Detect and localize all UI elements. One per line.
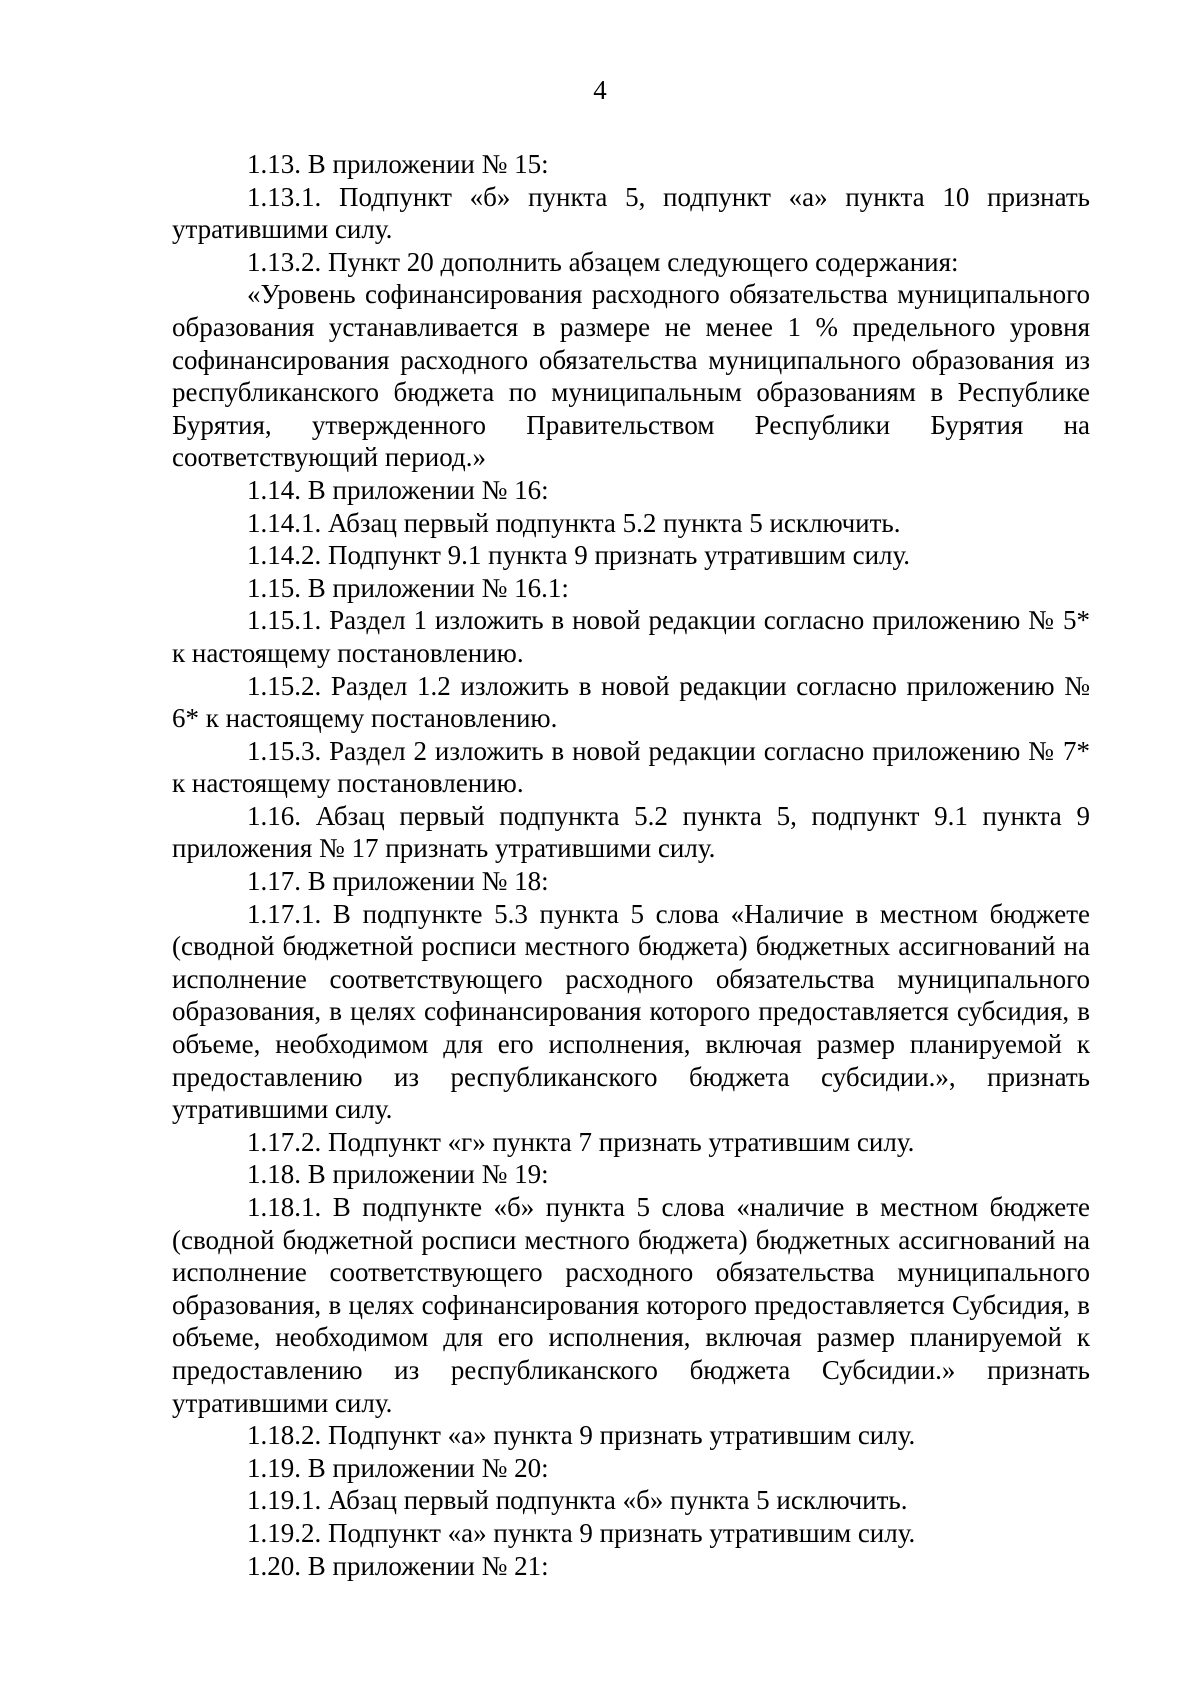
document-body — [172, 148, 1090, 1582]
paragraph-1-15: 1.15. В приложении № 16.1: — [247, 572, 569, 603]
paragraph-1-14-2: 1.14.2. Подпункт 9.1 пункта 9 признать утратившим силу. — [247, 540, 911, 571]
paragraph-1-19: 1.19. В приложении № 20: — [247, 1452, 549, 1483]
paragraph-1-17-2: 1.17.2. Подпункт «г» пункта 7 признать утратившим силу. — [247, 1126, 915, 1157]
paragraph-1-18-1: 1.18.1. В подпункте «б» пункта 5 слова «наличие в местном бюджете (сводной бюджетной росписи местного бюджета) бюджетных ассигнований на исполнение соответствующего расходного обязательства муниципального образования, в целях софинансирования которого предоставляется Субсидия, в объеме, необходимом для его исполнения, включая размер планируемой к предоставлению из республиканского бюджета Субсидии.» признать утратившими силу. — [172, 1192, 1090, 1418]
paragraph-1-13-2: 1.13.2. Пункт 20 дополнить абзацем следующего содержания: — [247, 246, 959, 277]
paragraph-1-18-2: 1.18.2. Подпункт «а» пункта 9 признать утратившим силу. — [247, 1420, 916, 1451]
paragraph-1-15-1: 1.15.1. Раздел 1 изложить в новой редакции согласно приложению № 5* к настоящему постановлению. — [172, 605, 1090, 668]
paragraph-1-17-1: 1.17.1. В подпункте 5.3 пункта 5 слова «Наличие в местном бюджете (сводной бюджетной росписи местного бюджета) бюджетных ассигнований на исполнение соответствующего расходного обязательства муниципального образования, в целях софинансирования которого предоставляется субсидия, в объеме, необходимом для его исполнения, включая размер планируемой к предоставлению из республиканского бюджета субсидии.», признать утратившими силу. — [172, 898, 1090, 1125]
paragraph-1-18: 1.18. В приложении № 19: — [247, 1159, 549, 1190]
paragraph-1-14-1: 1.14.1. Абзац первый подпункта 5.2 пункта 5 исключить. — [247, 507, 901, 538]
paragraph-1-19-2: 1.19.2. Подпункт «а» пункта 9 признать утратившим силу. — [247, 1517, 916, 1548]
paragraph-1-15-2: 1.15.2. Раздел 1.2 изложить в новой редакции согласно приложению № 6* к настоящему постановлению. — [172, 670, 1090, 734]
paragraph-1-19-1: 1.19.1. Абзац первый подпункта «б» пункта 5 исключить. — [247, 1485, 908, 1516]
paragraph-1-15-3: 1.15.3. Раздел 2 изложить в новой редакции согласно приложению № 7* к настоящему постановлению. — [172, 735, 1090, 799]
paragraph-quote-cofinancing: «Уровень софинансирования расходного обязательства муниципального образования устанавливается в размере не менее 1 % предельного уровня софинансирования расходного обязательства муниципального образования из республиканского бюджета по муниципальным образованиям в Республике Бурятия, утвержденного Правительством Республики Бурятия на соответствующий период.» — [172, 279, 1090, 473]
paragraph-1-20: 1.20. В приложении № 21: — [247, 1550, 549, 1581]
paragraph-1-14: 1.14. В приложении № 16: — [247, 474, 549, 505]
paragraph-1-13: 1.13. В приложении № 15: — [247, 149, 549, 179]
paragraph-1-17: 1.17. В приложении № 18: — [247, 866, 549, 897]
page-number: 4 — [593, 75, 607, 105]
paragraph-1-13-1: 1.13.1. Подпункт «б» пункта 5, подпункт «а» пункта 10 признать утратившими силу. — [172, 181, 1090, 245]
paragraph-1-16: 1.16. Абзац первый подпункта 5.2 пункта 5, подпункт 9.1 пункта 9 приложения № 17 признать утратившими силу. — [172, 800, 1090, 864]
